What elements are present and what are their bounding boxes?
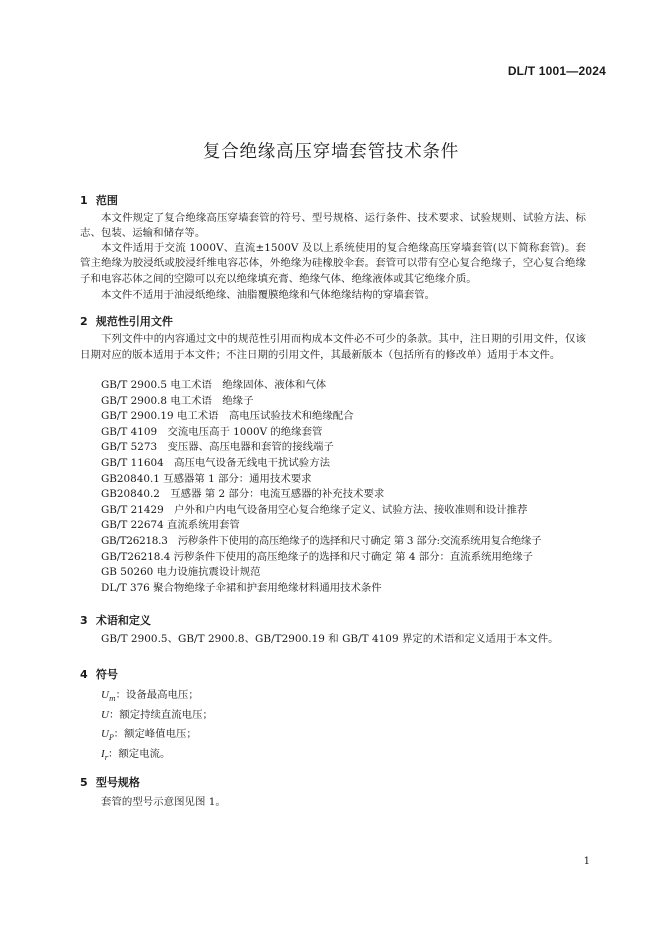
symbol-description: 额定持续直流电压； [119,708,213,721]
reference-item: GB/T26218.4 污秽条件下使用的高压绝缘子的选择和尺寸确定 第 4 部分：直流系统用绝缘子 [101,550,534,563]
symbol-letter: U [101,689,109,701]
symbol-letter: I [101,748,105,761]
reference-item: GB/T 2900.19 电工术语 高电压试验技术和绝缘配合 [101,410,354,423]
section-title: 规范性引用文件 [95,315,173,328]
section-3-paragraph: GB/T 2900.5、GB/T 2900.8、GB/T2900.19 和 GB/T 4109 界定的术语和定义适用于本文件。 [101,633,559,645]
section-title: 术语和定义 [95,614,151,627]
symbol-description: 额定峰值电压； [124,728,197,741]
section-number: 3 [80,614,88,627]
symbol-description: 设备最高电压； [125,689,199,701]
section-1-paragraph-2: 本文件适用于交流 1000V、直流±1500V 及以上系统使用的复合绝缘高压穿墙套管(以下简称套管)。套管主绝缘为胶浸纸或胶浸纤维电容芯体，外绝缘为硅橡胶伞套。套管可以带有空心复合绝缘子，空心复合绝缘子和电容芯体之间的空隙可以充以绝缘填充膏、绝缘气体、绝缘液体或其它绝缘介质。 [80,242,586,285]
symbol-item [101,727,601,747]
section-5-heading [80,774,140,790]
symbol-separator: ： [108,708,120,721]
reference-item: GB/T 2900.8 电工术语 绝缘子 [101,394,254,407]
reference-item: GB/T 21429 户外和户内电气设备用空心复合绝缘子定义、试验方法、接收准则和设计推荐 [101,503,528,516]
symbol-subscript: r [104,754,109,763]
symbol-item [101,688,601,708]
symbol-item [101,747,601,767]
reference-item: GB20840.1 互感器第 1 部分：通用技术要求 [101,472,312,485]
reference-item: DL/T 376 聚合物绝缘子伞裙和护套用绝缘材料通用技术条件 [101,581,382,594]
document-title: 复合绝缘高压穿墙套管技术条件 [202,142,460,162]
section-number: 1 [80,194,88,207]
reference-item: GB/T 11604 高压电气设备无线电干扰试验方法 [101,456,330,469]
section-title: 符号 [95,668,118,681]
section-1-heading [80,192,118,208]
reference-item: GB/T 2900.5 电工术语 绝缘固体、液体和气体 [101,379,327,391]
reference-item: GB/T 5273 变压器、高压电器和套管的接线端子 [101,441,334,454]
section-1-paragraph-3: 本文件不适用于油浸纸绝缘、油脂覆膜绝缘和气体绝缘结构的穿墙套管。 [101,289,436,301]
symbol-separator: ： [113,728,125,741]
symbol-item [101,708,601,728]
section-number: 2 [80,315,88,328]
page-number: 1 [583,856,590,867]
section-number: 4 [80,668,88,681]
reference-item: GB20840.2 互感器 第 2 部分：电流互感器的补充技术要求 [101,488,385,501]
symbol-list [101,688,601,767]
section-1-paragraph-1: 本文件规定了复合绝缘高压穿墙套管的符号、型号规格、运行条件、技术要求、试验规则、试验方法、标志、包装、运输和储存等。 [80,212,586,240]
reference-item: GB/T26218.3 污秽条件下使用的高压绝缘子的选择和尺寸确定 第 3 部分:交流系统用复合绝缘子 [101,534,542,547]
symbol-subscript: m [108,695,116,704]
reference-list [101,378,601,596]
reference-item: GB/T 4109 交流电压高于 1000V 的绝缘套管 [101,425,323,438]
section-title: 型号规格 [95,776,140,789]
symbol-letter: U [101,728,109,741]
symbol-subscript: P [108,734,114,743]
symbol-description: 额定电流。 [118,748,171,761]
section-4-heading [80,666,118,682]
section-2-intro: 下列文件中的内容通过文中的规范性引用而构成本文件必不可少的条款。其中，注日期的引用文件，仅该日期对应的版本适用于本文件；不注日期的引用文件，其最新版本（包括所有的修改单）适用于本文件。 [80,333,586,361]
section-number: 5 [80,776,88,789]
symbol-separator: ： [115,689,126,701]
section-title: 范围 [95,194,118,207]
symbol-letter: U [101,708,109,721]
reference-item: GB 50260 电力设施抗震设计规范 [101,566,261,579]
section-3-heading [80,612,151,628]
reference-item: GB/T 22674 直流系统用套管 [101,519,240,532]
symbol-separator: ： [108,748,119,761]
section-5-paragraph: 套管的型号示意图见图 1。 [101,796,226,808]
section-2-heading [80,313,173,329]
standard-code: DL/T 1001—2024 [507,64,606,78]
